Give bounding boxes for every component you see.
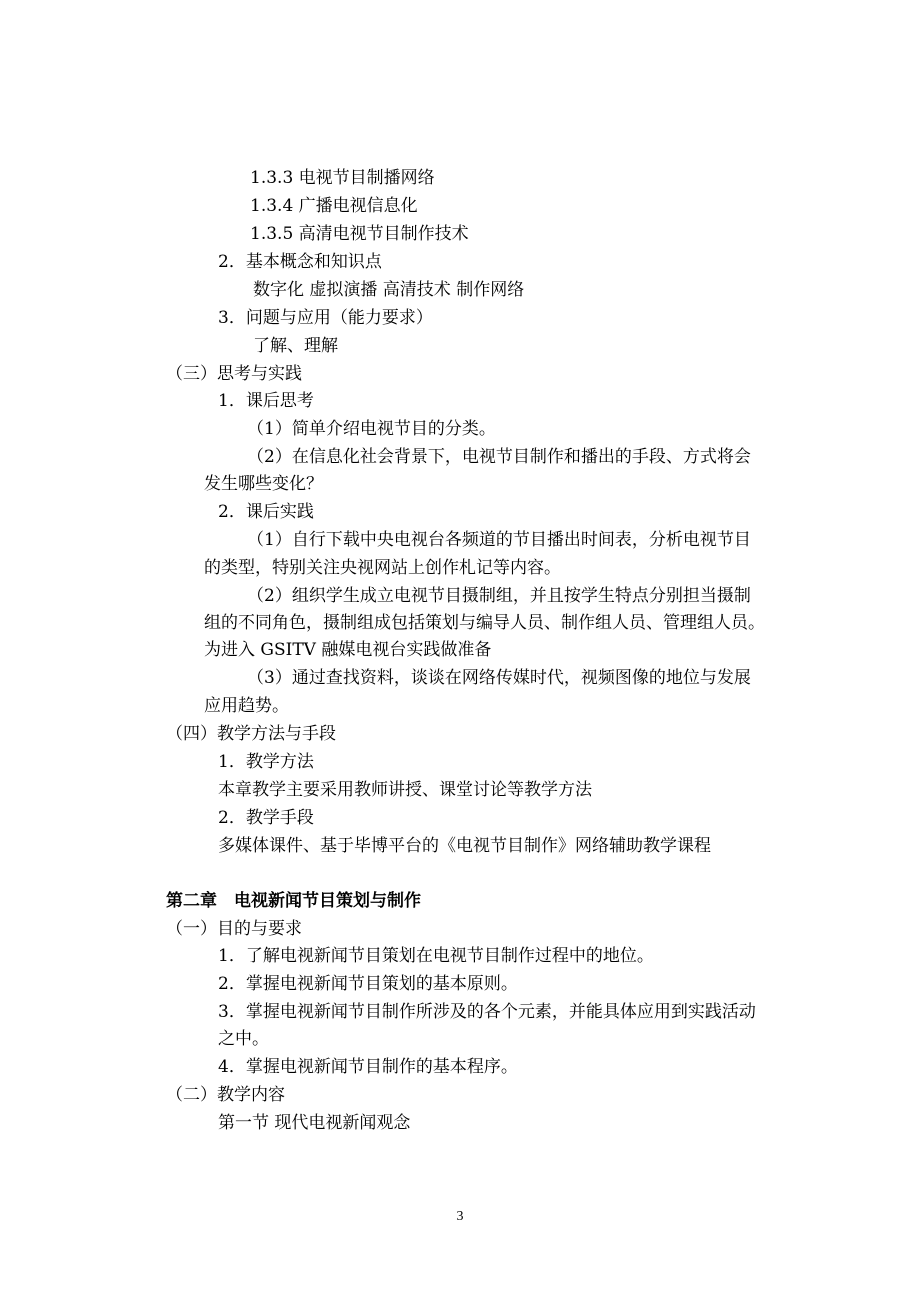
paragraph-line: 了解、理解 xyxy=(253,336,338,356)
list-item: 3．掌握电视新闻节目制作所涉及的各个元素，并能具体应用到实践活动 xyxy=(218,1002,756,1022)
paragraph-line: 应用趋势。 xyxy=(204,696,289,716)
list-heading: 3．问题与应用（能力要求） xyxy=(218,308,433,328)
subsection-heading: 第一节 现代电视新闻观念 xyxy=(218,1113,411,1133)
list-item: （1）自行下载中央电视台各频道的节目播出时间表，分析电视节目 xyxy=(247,530,751,550)
list-item: （1）简单介绍电视节目的分类。 xyxy=(247,419,496,439)
subsection-heading: 1.3.4 广播电视信息化 xyxy=(250,196,418,216)
section-heading: （四）教学方法与手段 xyxy=(166,724,336,744)
list-heading: 2．基本概念和知识点 xyxy=(218,252,382,272)
paragraph-line: 本章教学主要采用教师讲授、课堂讨论等教学方法 xyxy=(218,780,592,800)
list-item: （2）在信息化社会背景下，电视节目制作和播出的手段、方式将会 xyxy=(247,447,751,467)
list-heading: 2．教学手段 xyxy=(218,808,314,828)
list-item: （3）通过查找资料，谈谈在网络传媒时代，视频图像的地位与发展 xyxy=(247,668,751,688)
list-heading: 1．课后思考 xyxy=(218,391,314,411)
section-heading: （二）教学内容 xyxy=(166,1085,285,1105)
paragraph-line: 之中。 xyxy=(218,1029,269,1049)
chapter-title: 第二章 电视新闻节目策划与制作 xyxy=(166,891,421,911)
paragraph-line: 数字化 虚拟演播 高清技术 制作网络 xyxy=(253,280,525,300)
subsection-heading: 1.3.3 电视节目制播网络 xyxy=(250,168,435,188)
list-item: 2．掌握电视新闻节目策划的基本原则。 xyxy=(218,974,518,994)
section-heading: （三）思考与实践 xyxy=(166,364,302,384)
subsection-heading: 1.3.5 高清电视节目制作技术 xyxy=(250,224,469,244)
list-heading: 2．课后实践 xyxy=(218,502,314,522)
list-item: 1．了解电视新闻节目策划在电视节目制作过程中的地位。 xyxy=(218,946,654,966)
paragraph-line: 为进入 GSITV 融媒电视台实践做准备 xyxy=(204,640,492,660)
section-heading: （一）目的与要求 xyxy=(166,919,302,939)
list-heading: 1．教学方法 xyxy=(218,752,314,772)
paragraph-line: 多媒体课件、基于毕博平台的《电视节目制作》网络辅助教学课程 xyxy=(218,836,711,856)
list-item: （2）组织学生成立电视节目摄制组，并且按学生特点分别担当摄制 xyxy=(247,586,751,606)
page-number: 3 xyxy=(456,1209,464,1224)
list-item: 4．掌握电视新闻节目制作的基本程序。 xyxy=(218,1057,518,1077)
paragraph-line: 的类型，特别关注央视网站上创作札记等内容。 xyxy=(204,558,561,578)
paragraph-line: 组的不同角色，摄制组成包括策划与编导人员、制作组人员、管理组人员。 xyxy=(204,613,765,633)
paragraph-line: 发生哪些变化？ xyxy=(204,474,323,494)
